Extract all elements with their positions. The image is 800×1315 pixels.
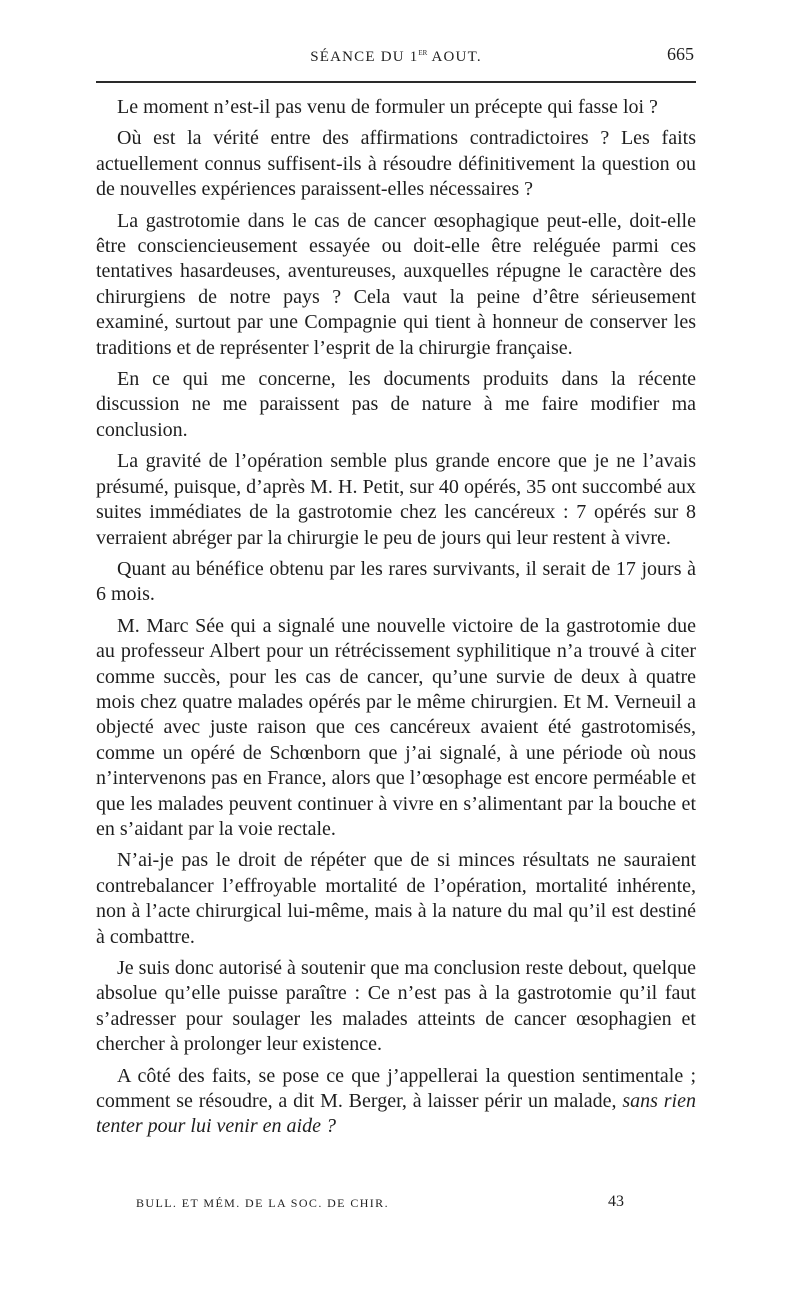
header-rule [96, 81, 696, 83]
page-footer [96, 1193, 696, 1215]
last-paragraph [96, 1064, 696, 1140]
book-page [96, 0, 696, 1315]
paragraph: Où est la vérité entre des affirmations contradictoires ? Les faits actuellement connus suffisent-ils à résoudre définitivement la question ou de nouvelles expériences paraissent-elles nécessaires ? [96, 127, 696, 201]
footer-journal: BULL. ET MÉM. DE LA SOC. DE CHIR. [136, 1196, 389, 1210]
running-head [96, 47, 696, 66]
page-number: 665 [667, 44, 694, 64]
paragraph: Je suis donc autorisé à soutenir que ma conclusion reste debout, quelque absolue qu’elle puisse paraître : Ce n’est pas à la gastrotomie qu’il faut s’adresser pour soulager les malades atteints de cancer œsophagien et chercher à prolonger leur existence. [96, 957, 696, 1056]
running-head-prefix: SÉANCE DU 1 [310, 49, 419, 65]
running-head-suffix: AOUT. [427, 49, 482, 65]
paragraph: Le moment n’est-il pas venu de formuler un précepte qui fasse loi ? [117, 96, 658, 118]
paragraph: La gastrotomie dans le cas de cancer œsophagique peut-elle, doit-elle être consciencieusement essayée ou doit-elle être reléguée parmi ces tentatives hasardeuses, aventureuses, auxquelles répugne le caractère des chirurgiens de notre pays ? Cela vaut la peine d’être sérieusement examiné, surtout par une Compagnie qui tient à honneur de conserver les traditions et de représenter l’esprit de la chirurgie française. [96, 209, 696, 359]
running-head-superscript: er [418, 47, 428, 58]
footer-signature: 43 [608, 1193, 624, 1210]
paragraph: M. Marc Sée qui a signalé une nouvelle victoire de la gastrotomie due au professeur Albert pour un rétrécissement syphilitique n’a trouvé à citer comme succès, pour les cas de cancer, qu’une survie de deux à quatre mois chez quatre malades opérés par le même chirurgien. Et M. Verneuil a objecté avec juste raison que ces cancéreux avaient été gastrotomisés, comme un opéré de Schœnborn que j’ai signalé, à une période où nous n’intervenons pas en France, alors que l’œsophage est encore perméable et que les malades peuvent continuer à vivre en s’alimentant par la bouche et en s’aidant par la voie rectale. [96, 614, 696, 840]
page-header [96, 44, 696, 68]
paragraph: En ce qui me concerne, les documents produits dans la récente discussion ne me paraissent pas de nature à me faire modifier ma conclusion. [96, 368, 696, 441]
paragraph: Quant au bénéfice obtenu par les rares survivants, il serait de 17 jours à 6 mois. [96, 557, 696, 606]
last-paragraph-italic: sans rien tenter pour lui venir en aide ? [96, 1090, 696, 1138]
last-paragraph-text: A côté des faits, se pose ce que j’appellerai la question sentimentale ; comment se résoudre, a dit M. Berger, à laisser périr un malade, [96, 1064, 696, 1113]
paragraph: N’ai-je pas le droit de répéter que de si minces résultats ne sauraient contrebalancer l’effroyable mortalité de l’opération, mortalité inhérente, non à l’acte chirurgical lui-même, mais à la nature du mal qu’il est destiné à combattre. [96, 849, 696, 948]
paragraph: La gravité de l’opération semble plus grande encore que je ne l’avais présumé, puisque, d’après M. H. Petit, sur 40 opérés, 35 ont succombé aux suites immédiates de la gastrotomie chez les cancéreux : 7 opérés sur 8 verraient abréger par la chirurgie le peu de jours qui leur restent à vivre. [96, 450, 696, 549]
body-text [96, 95, 696, 1146]
